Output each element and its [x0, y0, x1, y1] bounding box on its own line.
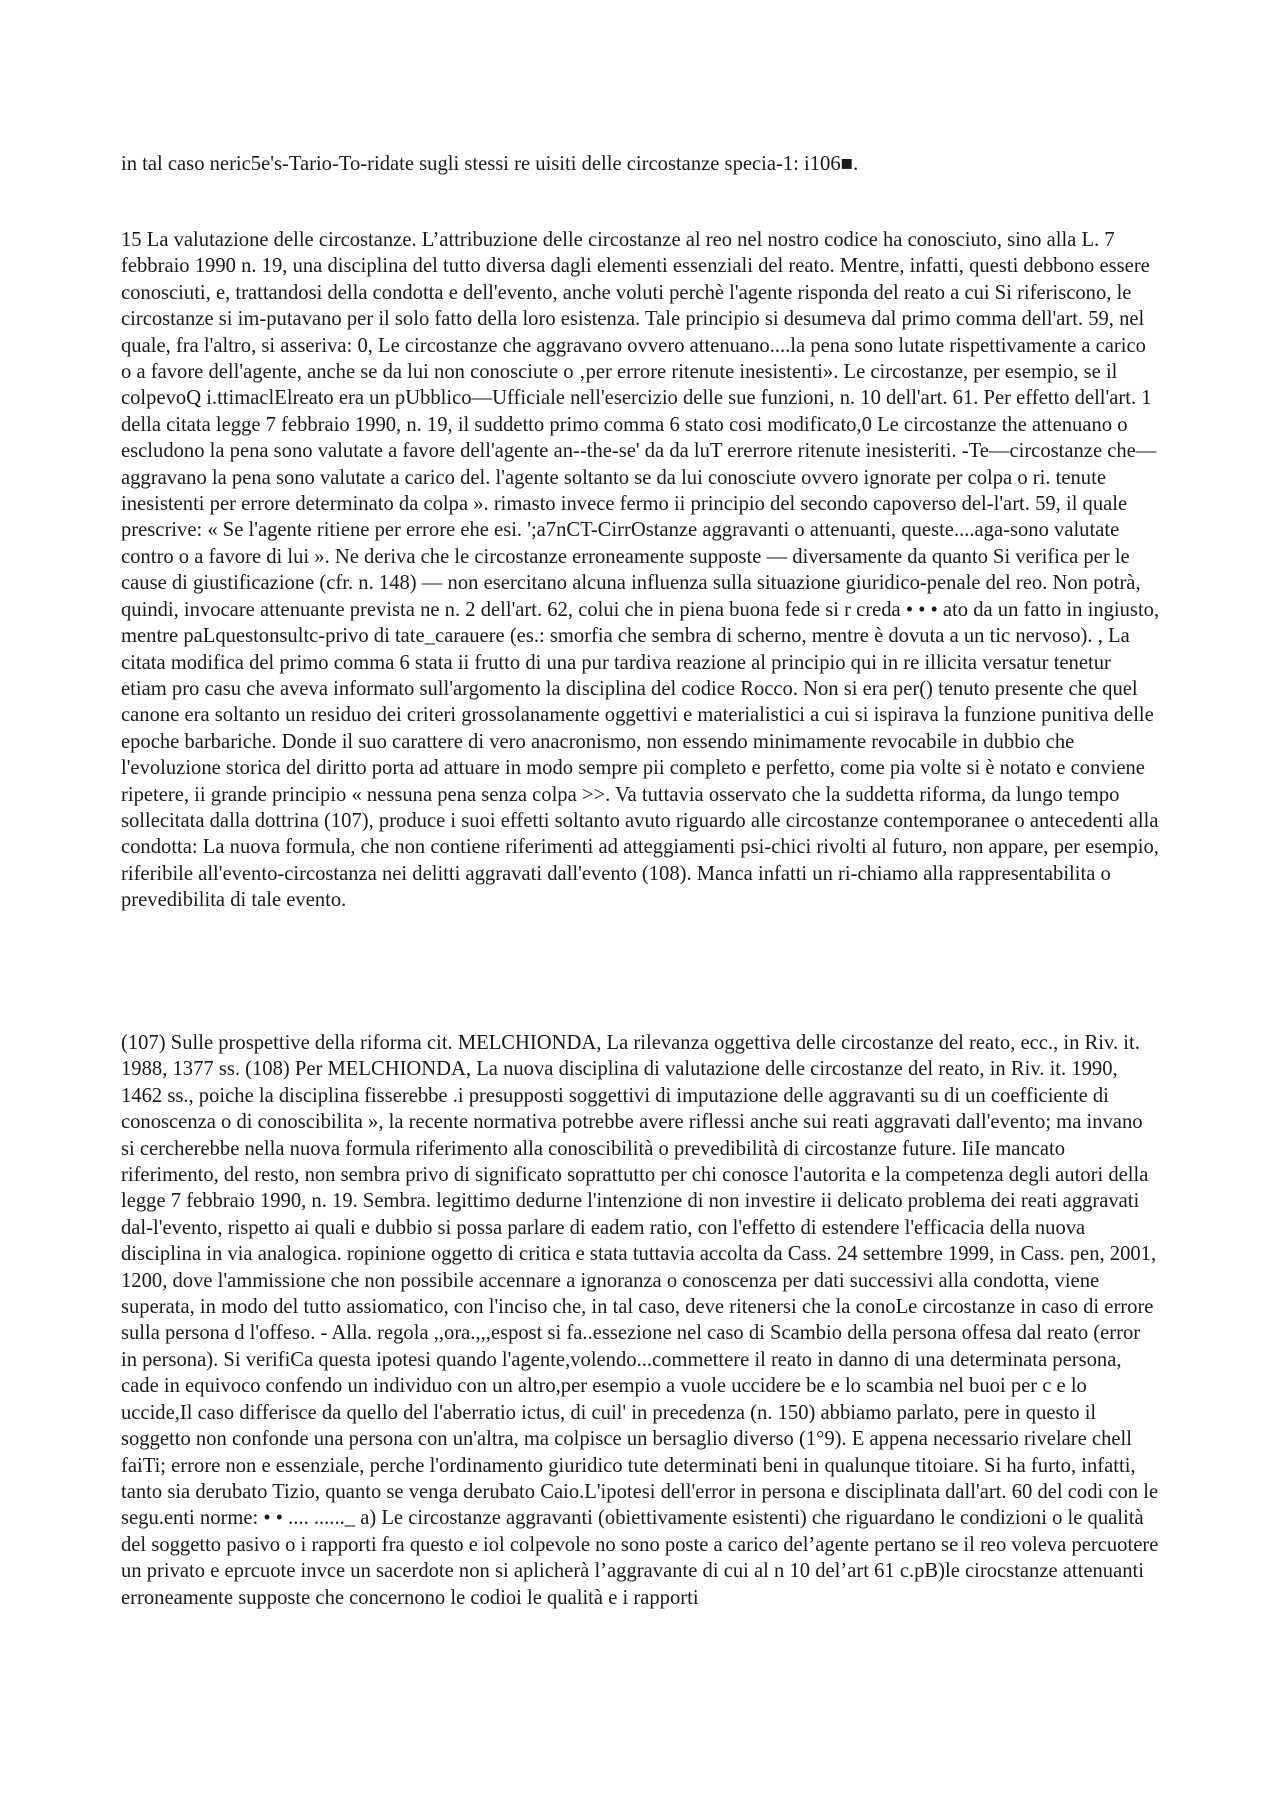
footnotes-paragraph: (107) Sulle prospettive della riforma cit. MELCHIONDA, La rilevanza oggettiva delle circostanze del reato, ecc., in Riv. it. 1988, 1377 ss. (108) Per MELCHIONDA, La nuova disciplina di valutazione delle circostanze del reato, in Riv. it. 1990, 1462 ss., poiche la disciplina fisserebbe .i presupposti soggettivi di imputazione delle aggravanti su di un coefficiente di conoscenza o di conoscibilita », la recente normativa potrebbe avere riflessi anche sui reati aggravati dall'evento; ma invano si cercherebbe nella nuova formula riferimento alla conoscibilità o prevedibilità di circostanze future. IiIe mancato riferimento, del resto, non sembra privo di significato soprattutto per chi conosce l'autorita e la competenza degli autori della legge 7 febbraio 1990, n. 19. Sembra. legittimo dedurne l'intenzione di non investire ii delicato problema dei reati aggravati dal-l'evento, rispetto ai quali e dubbio si possa parlare di eadem ratio, con l'effetto di estendere l'efficacia della nuova disciplina in via analogica. ropinione oggetto di critica e stata tuttavia accolta da Cass. 24 settembre 1999, in Cass. pen, 2001, 1200, dove l'ammissione che non possibile accennare a ignoranza o conoscenza per dati successivi alla condotta, viene superata, in modo del tutto assiomatico, con l'inciso che, in tal caso, deve ritenersi che la conoLe circostanze in caso di errore sulla persona d l'offeso. - Alla. regola ,,ora.,,,espost si fa..essezione nel caso di Scambio della persona offesa dal reato (error in persona). Si verifiCa questa ipotesi quando l'agente,volendo...commettere il reato in danno di una determinata persona, cade in equivoco confendo un individuo con un altro,per esempio a vuole uccidere be e lo scambia nel buoi per c e lo uccide,Il caso differisce da quello del l'aberratio ictus, di cuil' in precedenza (n. 150) abbiamo parlato, pere in questo il soggetto non confonde una persona con un'altra, ma colpisce un bersaglio diverso (1°9). E appena necessario rivelare chell faiTi; errore non e essenziale, perche l'ordinamento giuridico tute determinati beni in qualunque titoiare. Si ha furto, infatti, tanto sia derubato Tizio, quanto se venga derubato Caio.L'ipotesi dell'error in persona e disciplinata dall'art. 60 del codi con le segu.enti norme: • • .... ......_ a) Le circostanze aggravanti (obiettivamente esistenti) che riguardano le condizioni o le qualità del soggetto pasivo o i rapporti fra questo e iol colpevole no sono poste a carico del’agente pertano se il reo voleva percuotere un privato e eprcuote invce un sacerdote non si aplicherà l’aggravante di cui al n 10 del’art 61 c.pB)le cirocstanze attenuanti erroneamente supposte che concernono le codioi le qualità e i rapporti: [121, 1032, 1159, 1609]
section-15-paragraph: 15 La valutazione delle circostanze. L’attribuzione delle circostanze al reo nel nostro codice ha conosciuto, sino alla L. 7 febbraio 1990 n. 19, una disciplina del tutto diversa dagli elementi essenziali del reato. Mentre, infatti, questi debbono essere conosciuti, e, trattandosi della condotta e dell'evento, anche voluti perchè l'agente risponda del reato a cui Si riferiscono, le circostanze si im-putavano per il solo fatto della loro esistenza. Tale principio si desumeva dal primo comma dell'art. 59, nel quale, fra l'altro, si asseriva: 0, Le circostanze che aggravano ovvero attenuano....la pena sono lutate rispettivamente a carico o a favore dell'agente, anche se da lui non conosciute o ‚per errore ritenute inesistenti». Le circostanze, per esempio, se il colpevoQ i.ttimaclElreato era un pUbblico—Ufficiale nell'esercizio delle sue funzioni, n. 10 dell'art. 61. Per effetto dell'art. 1 della citata legge 7 febbraio 1990, n. 19, il suddetto primo comma 6 stato cosi modificato,0 Le circostanze the attenuano o escludono la pena sono valutate a favore dell'agente an--the-se' da da luT ererrore ritenute inesisteriti. -Te—circostanze che—aggravano la pena sono valutate a carico del. l'agente soltanto se da lui conosciute ovvero ignorate per colpa o ri. tenute inesistenti per errore determinato da colpa ». rimasto invece fermo ii principio del secondo capoverso del-l'art. 59, il quale prescrive: « Se l'agente ritiene per errore ehe esi. ';a7nCT-CirrOstanze aggravanti o attenuanti, queste....aga-sono valutate contro o a favore di lui ». Ne deriva che le circostanze erroneamente supposte — diversamente da quanto Si verifica per le cause di giustificazione (cfr. n. 148) — non esercitano alcuna influenza sulla situazione giuridico-penale del reo. Non potrà, quindi, invocare attenuante prevista ne n. 2 dell'art. 62, colui che in piena buona fede si r creda • • • ato da un fatto in ingiusto, mentre paLquestonsultc-privo di tate_carauere (es.: smorfia che sembra di scherno, mentre è dovuta a un tic nervoso). , La citata modifica del primo comma 6 stata ii frutto di una pur tardiva reazione al principio qui in re illicita versatur tenetur etiam pro casu che aveva informato sull'argomento la disciplina del codice Rocco. Non si era per() tenuto presente che quel canone era soltanto un residuo dei criteri grossolanamente oggettivi e materialistici a cui si ispirava la funzione punitiva delle epoche barbariche. Donde il suo carattere di vero anacronismo, non essendo minimamente revocabile in dubbio che l'evoluzione storica del diritto porta ad attuare in modo sempre pii completo e perfetto, come pia volte si è notato e conviene ripetere, ii grande principio « nessuna pena senza colpa >>. Va tuttavia osservato che la suddetta riforma, da lungo tempo sollecitata dalla dottrina (107), produce i suoi effetti soltanto avuto riguardo alle circostanze contemporanee o antecedenti alla condotta: La nuova formula, che non contiene riferimenti ad atteggiamenti psi-chici rivolti al futuro, non appare, per esempio, riferibile all'evento-circostanza nei delitti aggravati dall'evento (108). Manca infatti un ri-chiamo alla rappresentabilita o prevedibilita di tale evento.: [121, 229, 1160, 912]
opening-line: in tal caso neric5e's-Tario-To-ridate sugli stessi re uisiti delle circostanze specia-1: i106■.: [121, 153, 859, 175]
